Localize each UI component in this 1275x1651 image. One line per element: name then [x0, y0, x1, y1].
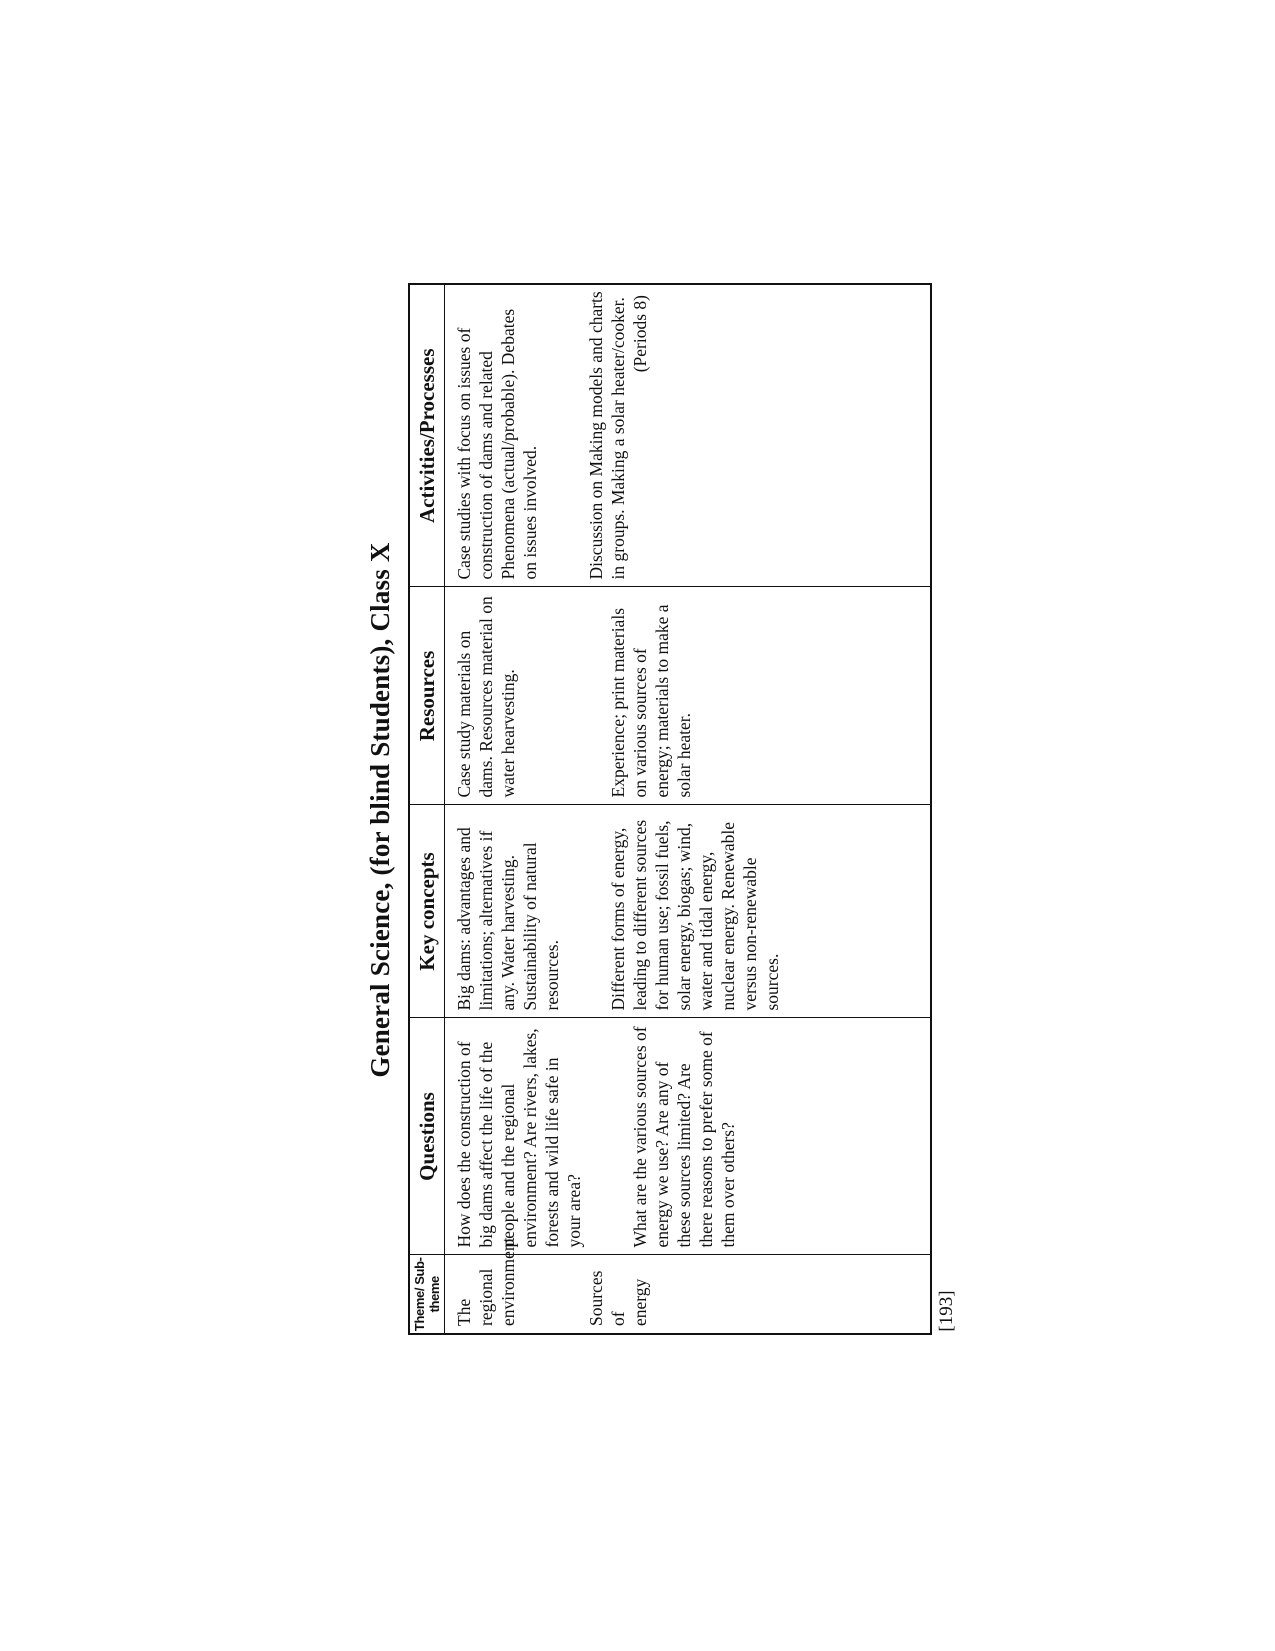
syllabus-table — [408, 283, 932, 1335]
table-row — [445, 284, 932, 1334]
periods-note: (Periods 8) — [630, 295, 650, 373]
rotated-page-content — [360, 285, 957, 1335]
activities-sources-of-energy: Discussion on Making models and charts in groups. Making a solar heater/cooker. — [586, 291, 628, 580]
key-concepts-sources-of-energy: Different forms of energy, leading to different sources for human use; fossil fuels, solar energy, biogas; wind, water and tidal energy, nuclear energy. Renewable versus non-renewable sources. — [608, 819, 782, 1011]
questions-regional-environment: How does the construction of big dams affect the life of the people and the regional environment? Are rivers, lakes, forests and wild life safe in your area? — [454, 1028, 584, 1248]
page-title: General Science, (for blind Students), Class X — [365, 542, 395, 1078]
questions-cell — [445, 1018, 932, 1255]
resources-cell — [445, 587, 932, 805]
resources-sources-of-energy: Experience; print materials on various sources of energy; materials to make a solar heater. — [608, 604, 694, 798]
theme-cell — [445, 1237, 932, 1334]
theme-sources-of-energy: Sources of energy — [586, 1270, 650, 1326]
key-concepts-cell — [445, 805, 932, 1018]
key-concepts-regional-environment: Big dams: advantages and limitations; alternatives if any. Water harvesting. Sustainability of natural resources. — [454, 827, 562, 1011]
header-questions: Questions — [409, 1018, 445, 1255]
questions-sources-of-energy: What are the various sources of energy we use? Are any of these sources limited? Are there reasons to prefer some of them over others? — [630, 1026, 738, 1248]
activities-regional-environment: Case studies with focus on issues of construction of dams and related Phenomena (actual/probable). Debates on issues involved. — [454, 308, 540, 580]
theme-regional-environment: The regional environment — [454, 1237, 518, 1326]
header-activities: Activities/Processes — [409, 284, 445, 587]
header-resources: Resources — [409, 587, 445, 805]
table-header-row — [409, 284, 445, 1334]
page-number: [193] — [936, 1290, 957, 1332]
activities-cell — [445, 284, 932, 587]
header-theme: Theme/ Sub-theme — [409, 1255, 445, 1334]
resources-regional-environment: Case study materials on dams. Resources material on water hearvesting. — [454, 596, 518, 798]
header-key-concepts: Key concepts — [409, 805, 445, 1018]
